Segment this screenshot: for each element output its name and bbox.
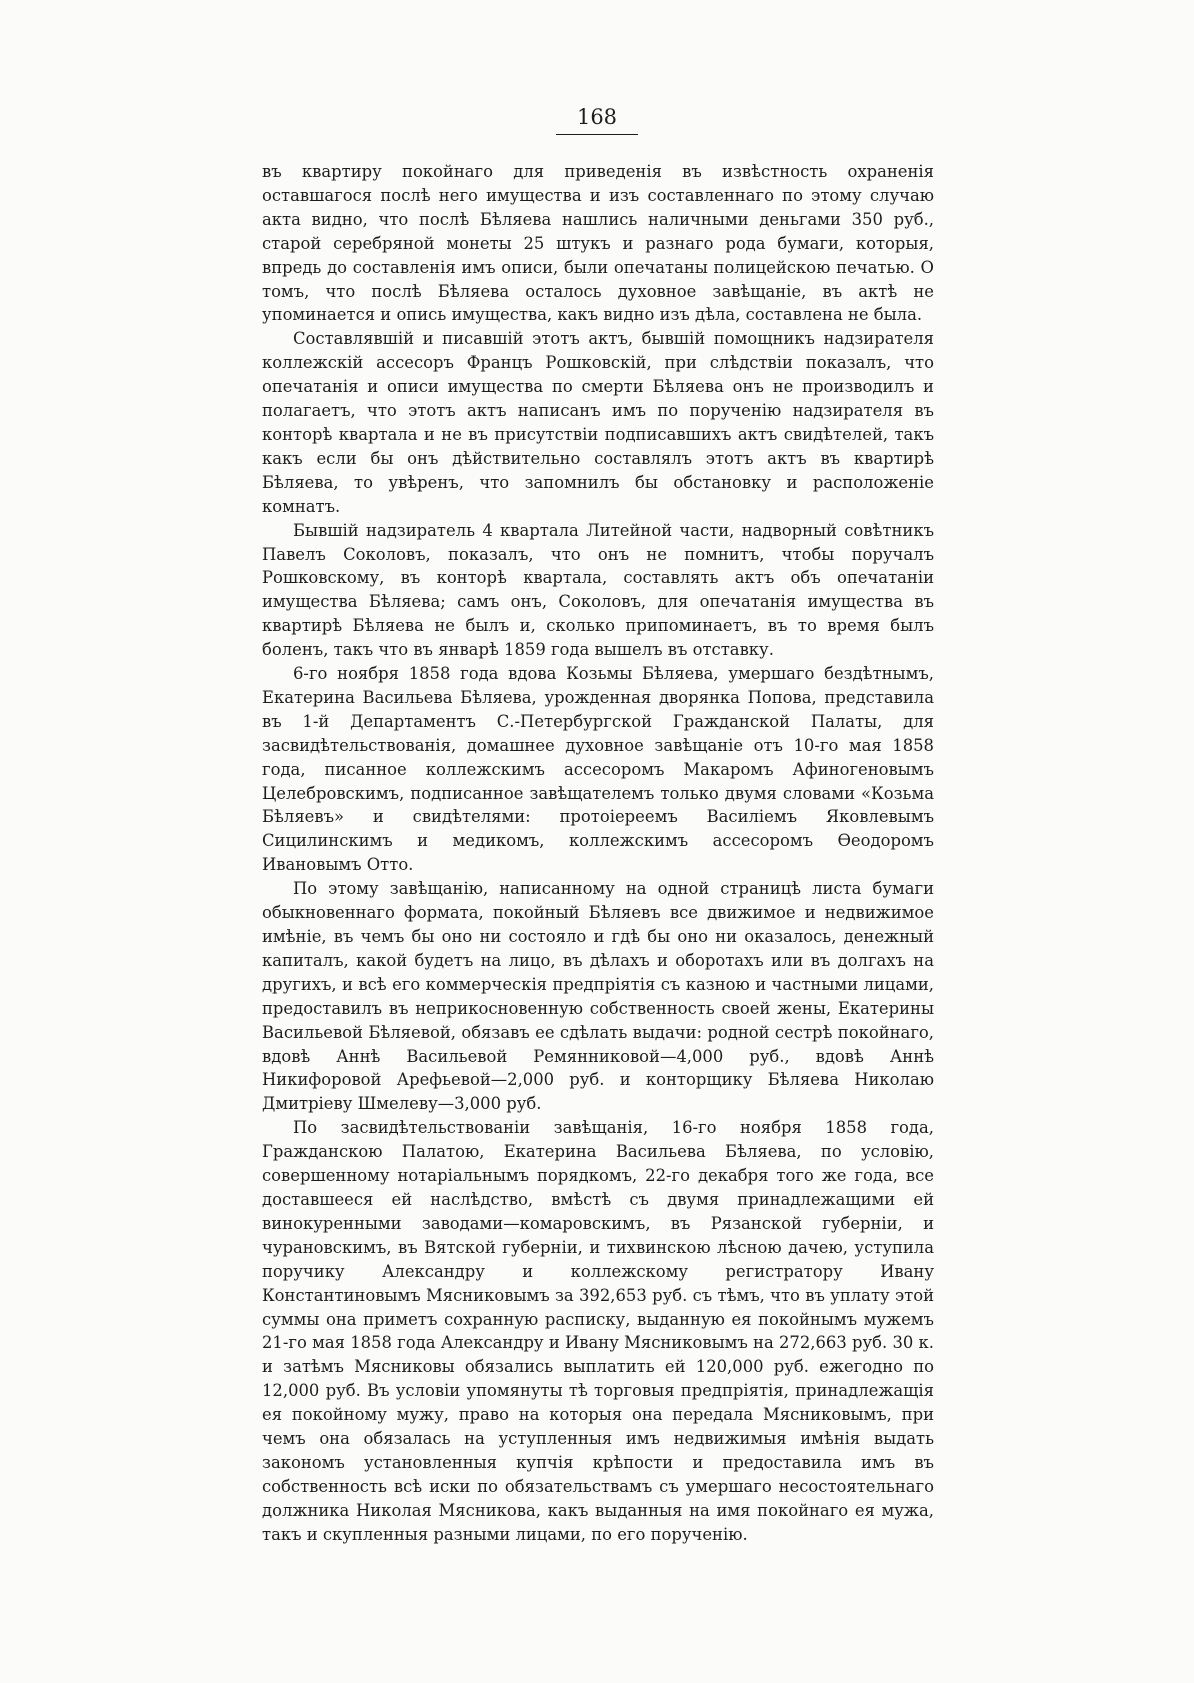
body-text (262, 160, 934, 1547)
paragraph: Бывшій надзиратель 4 квартала Литейной части, надворный совѣтникъ Павелъ Соколовъ, показалъ, что онъ не помнитъ, чтобы поручалъ Рошковскому, въ конторѣ квартала, составлять актъ объ опечатаніи имущества Бѣляева; самъ онъ, Соколовъ, для опечатанія имущества въ квартирѣ Бѣляева не былъ и, сколько припоминаетъ, въ то время былъ боленъ, такъ что въ январѣ 1859 года вышелъ въ отставку. (262, 520, 934, 660)
paragraph: Составлявшій и писавшій этотъ актъ, бывшій помощникъ надзирателя коллежскій ассесоръ Францъ Рошковскій, при слѣдствіи показалъ, что опечатанія и описи имущества по смерти Бѣляева онъ не производилъ и полагаетъ, что этотъ актъ написанъ имъ по порученію надзирателя въ конторѣ квартала и не въ присутствіи подписавшихъ актъ свидѣтелей, такъ какъ если бы онъ дѣйствительно составлялъ этотъ актъ въ квартирѣ Бѣляева, то увѣренъ, что запомнилъ бы обстановку и расположеніе комнатъ. (262, 329, 934, 516)
paragraph: По засвидѣтельствованіи завѣщанія, 16-го ноября 1858 года, Гражданскою Палатою, Екатерина Васильева Бѣляева, по условію, совершенному нотаріальнымъ порядкомъ, 22-го декабря того же года, все доставшееся ей наслѣдство, вмѣстѣ съ двумя принадлежащими ей винокуренными заводами—комаровскимъ, въ Рязанской губерніи, и чурановскимъ, въ Вятской губерніи, и тихвинскою лѣсною дачею, уступила поручику Александру и коллежскому регистратору Ивану Константиновымъ Мясниковымъ за 392,653 руб. съ тѣмъ, что въ уплату этой суммы она приметъ сохранную расписку, выданную ея покойнымъ мужемъ 21-го мая 1858 года Александру и Ивану Мясниковымъ на 272,663 руб. 30 к. и затѣмъ Мясниковы обязались выплатить ей 120,000 руб. ежегодно по 12,000 руб. Въ условіи упомянуты тѣ торговыя предпріятія, принадлежащія ея покойному мужу, право на которыя она передала Мясниковымъ, при чемъ она обязалась на уступленныя имъ недвижимыя имѣнія выдать закономъ установленныя купчія крѣпости и предоставила имъ въ собственность всѣ иски по обязательствамъ съ умершаго несостоятельнаго должника Николая Мясникова, какъ выданныя на имя покойнаго ея мужа, такъ и скупленныя разными лицами, по его порученію. (262, 1118, 934, 1544)
paragraph: въ квартиру покойнаго для приведенія въ извѣстность охраненія оставшагося послѣ него имущества и изъ составленнаго по этому случаю акта видно, что послѣ Бѣляева нашлись наличными деньгами 350 руб., старой серебряной монеты 25 штукъ и разнаго рода бумаги, которыя, впредь до составленія имъ описи, были опечатаны полицейскою печатью. О томъ, что послѣ Бѣляева осталось духовное завѣщаніе, въ актѣ не упоминается и опись имущества, какъ видно изъ дѣла, составлена не была. (262, 162, 934, 325)
page-number: 168 (576, 105, 618, 129)
paragraph: 6-го ноября 1858 года вдова Козьмы Бѣляева, умершаго бездѣтнымъ, Екатерина Васильева Бѣляева, урожденная дворянка Попова, представила въ 1-й Департаментъ С.-Петербургской Гражданской Палаты, для засвидѣтельствованія, домашнее духовное завѣщаніе отъ 10-го мая 1858 года, писанное коллежскимъ ассесоромъ Макаромъ Афиногеновымъ Целебровскимъ, подписанное завѣщателемъ только двумя словами «Козьма Бѣляевъ» и свидѣтелями: протоіереемъ Василіемъ Яковлевымъ Сицилинскимъ и медикомъ, коллежскимъ ассесоромъ Ѳеодоромъ Ивановымъ Отто. (262, 664, 934, 875)
paragraph: По этому завѣщанію, написанному на одной страницѣ листа бумаги обыкновеннаго формата, покойный Бѣляевъ все движимое и недвижимое имѣніе, въ чемъ бы оно ни состояло и гдѣ бы оно ни оказалось, денежный капиталъ, какой будетъ на лицо, въ дѣлахъ и оборотахъ или въ долгахъ на другихъ, и всѣ его коммерческія предпріятія съ казною и частными лицами, предоставилъ въ неприкосновенную собственность своей жены, Екатерины Васильевой Бѣляевой, обязавъ ее сдѣлать выдачи: родной сестрѣ покойнаго, вдовѣ Аннѣ Васильевой Ремянниковой—4,000 руб., вдовѣ Аннѣ Никифоровой Арефьевой—2,000 руб. и конторщику Бѣляева Николаю Дмитріеву Шмелеву—3,000 руб. (262, 879, 934, 1114)
page-number-underline (556, 134, 638, 135)
